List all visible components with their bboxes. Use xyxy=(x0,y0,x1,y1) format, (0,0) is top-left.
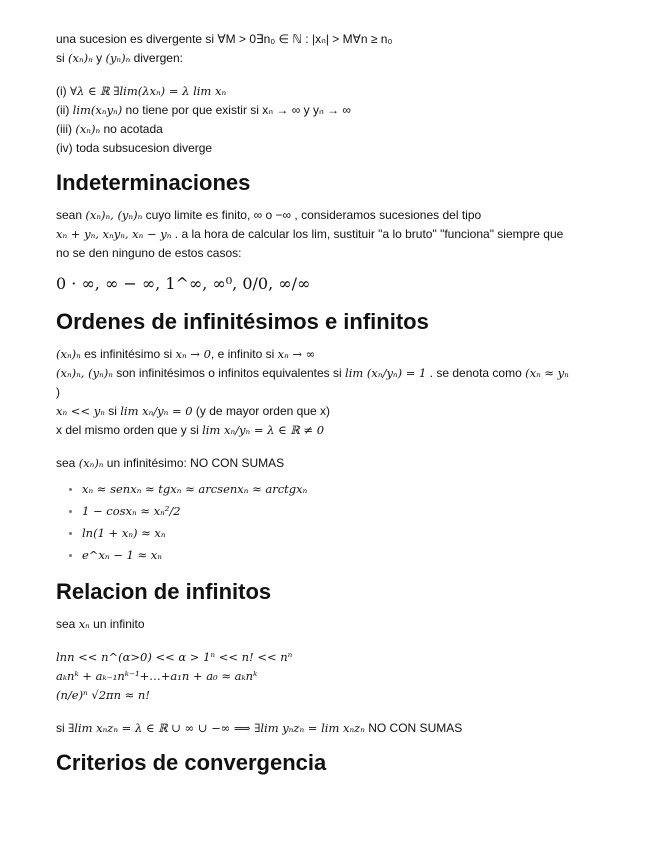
math: (xₙ)ₙ, (yₙ)ₙ xyxy=(85,208,143,222)
math: lim xₙ/yₙ = λ ∈ ℝ ≠ 0 xyxy=(202,423,325,437)
text: sea xyxy=(56,456,79,470)
math: (xₙ)ₙ, (yₙ)ₙ xyxy=(56,366,113,380)
text: no tiene por que existir si xₙ → ∞ y yₙ → ∞ xyxy=(122,103,351,117)
text: un infinito xyxy=(89,617,145,631)
label: (iv) toda subsucesion diverge xyxy=(56,141,213,155)
divergence-definition: una sucesion es divergente si ∀M > 0∃n₀ ∈ ℕ : |xₙ| > M∀n ≥ n₀ xyxy=(56,32,393,46)
text: NO CON SUMAS xyxy=(364,721,463,735)
list-item xyxy=(82,523,616,545)
ordenes-line-6 xyxy=(56,454,616,473)
property-i xyxy=(56,82,616,101)
math: (xₙ)ₙ xyxy=(75,122,101,136)
relacion-line-2 xyxy=(56,719,616,738)
text: sean xyxy=(56,208,86,222)
math: ∃lim xₙzₙ = λ ∈ ℝ ∪ ∞ ∪ −∞ ⟹ ∃lim yₙzₙ = lim xₙzₙ xyxy=(68,721,365,735)
section-title-relacion: Relacion de infinitos xyxy=(56,579,272,604)
math: lim(xₙyₙ) xyxy=(72,103,123,117)
math: xₙ → 0 xyxy=(175,347,211,361)
list-item xyxy=(82,479,616,501)
indet-line-2 xyxy=(56,225,616,244)
ordenes-line-1 xyxy=(56,345,616,364)
text: x del mismo orden que y si xyxy=(56,423,203,437)
text: y xyxy=(92,51,106,65)
math: xₙ ≈ senxₙ ≈ tgxₙ ≈ arcsenxₙ ≈ arctgxₙ xyxy=(82,482,308,496)
text: (y de mayor orden que x) xyxy=(192,404,330,418)
math: lim (xₙ/yₙ) = 1 xyxy=(345,366,427,380)
divergence-condition xyxy=(56,49,616,68)
section-title-criterios: Criterios de convergencia xyxy=(56,750,327,775)
text: no acotada xyxy=(100,122,163,136)
math: e^xₙ − 1 ≈ xₙ xyxy=(82,548,162,562)
text: . a la hora de calcular los lim, sustituir "a lo bruto" "funciona" siempre que xyxy=(171,227,564,241)
math: (xₙ)ₙ xyxy=(56,347,81,361)
equivalences-list xyxy=(56,479,616,567)
list-item xyxy=(82,501,616,523)
text: sea xyxy=(56,617,79,631)
ordenes-line-2 xyxy=(56,364,616,383)
math: (xₙ)ₙ xyxy=(78,456,104,470)
infinity-hierarchy: lnn << n^(α>0) << α > 1ⁿ << n! << nⁿ xyxy=(56,650,293,664)
math: (xₙ)ₙ xyxy=(68,51,93,65)
text: . se denota como xyxy=(426,366,526,380)
indet-line-3: no se den ninguno de estos casos: xyxy=(56,246,242,260)
indet-line-1 xyxy=(56,206,616,225)
math: lim xₙ/yₙ = 0 xyxy=(120,404,193,418)
ordenes-line-5 xyxy=(56,421,616,440)
text: es infinitésimo si xyxy=(80,347,176,361)
text: si xyxy=(104,404,121,418)
math: (yₙ)ₙ xyxy=(105,51,131,65)
polynomial-equivalence: aₖnᵏ + aₖ₋₁nᵏ⁻¹+…+a₁n + a₀ ≈ aₖnᵏ xyxy=(56,669,258,683)
section-title-indeterminaciones: Indeterminaciones xyxy=(56,170,251,195)
stirling-formula: (n/e)ⁿ √2πn ≈ n! xyxy=(56,688,150,702)
indeterminate-forms: 0 · ∞, ∞ − ∞, 1^∞, ∞⁰, 0/0, ∞/∞ xyxy=(56,274,311,293)
relacion-line-1 xyxy=(56,615,616,634)
text: un infinitésimo: NO CON SUMAS xyxy=(103,456,285,470)
text: , e infinito si xyxy=(210,347,278,361)
ordenes-line-4 xyxy=(56,402,616,421)
math: xₙ << yₙ xyxy=(56,404,105,418)
property-ii xyxy=(56,101,616,120)
text: si xyxy=(56,51,68,65)
math: xₙ + yₙ, xₙyₙ, xₙ − yₙ xyxy=(56,227,172,241)
math: ln(1 + xₙ) ≈ xₙ xyxy=(82,526,166,540)
list-item xyxy=(82,545,616,567)
text: si xyxy=(56,721,68,735)
text: divergen: xyxy=(130,51,183,65)
math: ∀λ ∈ ℝ ∃lim(λxₙ) = λ lim xₙ xyxy=(70,84,227,98)
text: son infinitésimos o infinitos equivalentes si xyxy=(112,366,346,380)
label: (i) xyxy=(56,84,70,98)
label: (iii) xyxy=(56,122,76,136)
label: (ii) xyxy=(56,103,73,117)
math: xₙ → ∞ xyxy=(277,347,316,361)
math: 1 − cosxₙ ≈ xₙ²/2 xyxy=(82,504,181,518)
property-iv xyxy=(56,139,616,158)
math: xₙ xyxy=(78,617,90,631)
section-title-ordenes: Ordenes de infinitésimos e infinitos xyxy=(56,309,429,334)
math: (xₙ ≈ yₙ xyxy=(525,366,569,380)
property-iii xyxy=(56,120,616,139)
ordenes-line-3: ) xyxy=(56,385,60,399)
text: cuyo limite es finito, ∞ o −∞ , consideramos sucesiones del tipo xyxy=(142,208,482,222)
